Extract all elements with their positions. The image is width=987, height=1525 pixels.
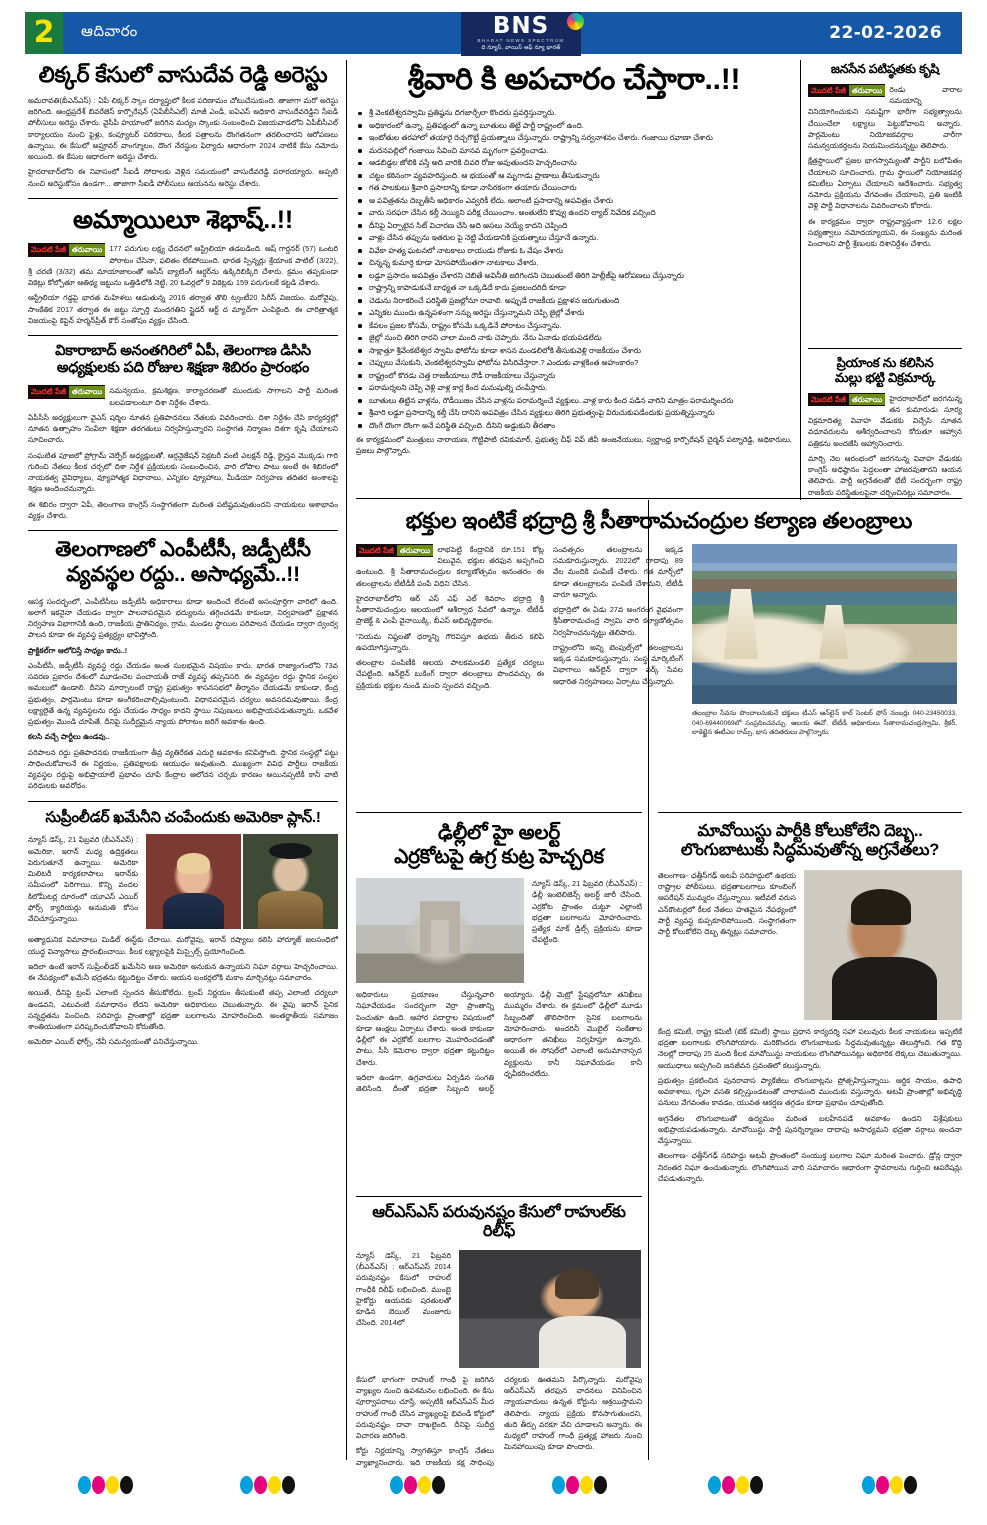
story-bhadradri-col1 [356,544,544,695]
paragraph: కేసులో భాగంగా రాహుల్ గాంధీ పై జరిగిన వ్యాఖ్యల నుంచి ఉపశమనం లభించింది. ఈ కేసు పూర్వాపరాలు చూస్తే, అప్పటికి ఆర్ఎస్ఎస్ మీద రాహుల్ గాంధీ చేసిన వ్యాఖ్యలపై భివండీ కోర్టులో పరువునష్టం దావా దాఖలైంది. దీనిపై సుదీర్ఘ విచారణ జరిగింది. [356,1374,494,1440]
reg-dot-black [282,1476,295,1494]
story-delhi-body [356,989,642,1094]
list-item: ఆడబిడ్డల జోలికి వస్తే అది వారికి చివరి రోజు అవుతుందని హెచ్చరించాను [356,158,792,168]
list-item: చిన్నన్న కుమార్తె కూడా మోసపోయేంతగా నాటకాలు వేశారు. [356,258,792,268]
story-janasena [808,62,962,253]
logo-subtitle: BHARAT NEWS SPECTRUM [477,38,565,44]
reg-dot-magenta [92,1476,105,1494]
story-vikarabad-headline-line1: వికారాబాద్ అనంతగిరిలో ఏపీ, తెలంగాణ డిసిసి [55,343,311,360]
story-girls-body [28,243,338,326]
continuation-badge-part1: మొదటి పేజీ [31,387,66,397]
registration-mark-group [240,1476,295,1494]
section-rule-maoist [658,812,962,813]
reg-dot-yellow [580,1476,593,1494]
paragraph: ప్రభుత్వం ప్రకటించిన పునరావాస ప్యాకేజీలు లొంగుబాట్లను ప్రోత్సహిస్తున్నాయి. ఆర్థిక సాయం, ఉపాధి అవకాశాలు, గృహ వసతి కల్పిస్తుండటంతో చాలామంది ముందుకు వస్తున్నారు. అటవీ ప్రాంతాల్లో అభివృద్ధి పనులు వేగవంతం కావడం, యువత ఆకర్షణ తగ్గడం కూడా ప్రభావం చూపుతోంది. [658,1075,962,1108]
list-item: బూతులు తిట్టిన వాళ్లను, రౌడీయిజం చేసిన వాళ్లను పరామర్శించే వ్యక్తులు..వాళ్ల కారు కింద పడిన వారిని మాత్రం పరామర్శించరు [356,396,792,406]
story-khamenei-lead: న్యూస్ డెస్క్, 21 ఫిబ్రవరి (బీఎన్ఎస్) : అమెరికా, ఇరాన్ మధ్య ఉద్రిక్తతలు పెరుగుతూనే ఉన్నాయి. అమెరికా మిలిటరీ కార్యకలాపాలు ఇరాన్‌కు సమీపంలో పెరిగాయి. కొన్ని వందల కిలోమీటర్ల దూరంలో యూఎస్ ఎయిర్ ఫోర్స్ క్యారియర్లు అనుమతి కోసం వేచిచూస్తున్నాయి. [28,835,138,924]
paragraph: సమన్వయం, క్రమశిక్షణ, కార్యాచరణతో ముందుకు సాగాలని పార్టీ మరింత బలపడాలంటూ దిశా నిర్దేశం చేశారు. [109,386,338,407]
reg-dot-cyan [390,1476,403,1494]
continuation-badge [808,84,885,98]
story-rahul-headline: ఆర్ఎస్ఎస్ పరువునష్టం కేసులో రాహుల్‌కు రిలీఫ్ [372,1204,626,1240]
story-khamenei-headline: సుప్రీంలీడర్ ఖమేనీని చంపేందుకు అమెరికా ప్లాన్.! [45,808,321,826]
list-item: జైల్లో నుంచి తిరిగి రారని చాలా మంది నాకు చెప్పారు. నేను ఏనాడు భయపడలేదు [356,333,792,343]
story-maoist-headline-line1: మావోయిస్టు పార్టీకి కోలుకోలేని దెబ్బ.. [697,822,923,840]
registration-mark-group [708,1476,763,1494]
column-rule-left [346,60,347,1460]
continuation-badge-part2: తరువాయి [397,545,433,557]
list-item: దొంగే దొంగా దొంగా అనే పరిస్థితి వచ్చింది. దీనిని అడ్డుకుని తీరతాం [356,421,792,431]
story-vikarabad-headline-line2: అధ్యక్షులకు పది రోజుల శిక్షణా శిబిరం ప్రారంభం [56,360,310,377]
paragraph: అత్యాధునిక విమానాలు మిడిల్ ఈస్ట్‌కు చేరాయి. మరోవైపు, ఇరాన్ రష్యాలు కలిసి హార్మూజ్ జలసంధిలో యుద్ధ విన్యాసాలు ప్రారంభించాయి. కీలక లక్ష్యాలపైకి మిస్సైల్స్ ప్రయోగించింది. [28,935,338,956]
reg-dot-cyan [552,1476,565,1494]
continuation-badge-part2: తరువాయి [849,394,885,406]
continuation-badge [808,393,885,407]
paragraph: భద్రాద్రిలో ఈ ఏడు 27వ అంగరంగ వైభవంగా శ్రీసీతారామచంద్ర స్వామి వారి కల్యాణోత్సవం నిర్వహించనున్నట్టు తెలిపారు. [553,605,683,637]
story-mptc [28,530,338,792]
maoist-leader-photo [804,870,962,1020]
paragraph: కేంద్ర కమిటీ, రాష్ట్ర కమిటీ (టెక్ కమిటీ) స్థాయి ప్రధాన కార్యదర్శి సహా పలువురు కీలక నాయకులు ఇప్పటికే భద్రతా బలగాలకు లొంగిపోయారు. మరికొందరు లొంగుబాటుకు సిద్ధమవుతున్నట్లు తెలుస్తోంది. గత కొద్ది నెలల్లో దాదాపు 25 మంది కీలక మావోయిస్టు నాయకులు లొంగిపోయినట్లు అధికారిక లెక్కలు చెబుతున్నాయి. ఆయుధాలు అప్పగించి జనజీవన స్రవంతిలో కలుస్తున్నారు. [658,1026,962,1070]
story-mptc-body [28,596,338,792]
paragraph: ఇదిలా ఉంటే ఇరాన్ సుప్రీంలీడర్ ఖమేనీని అణ అమెరికా అనుకున ఉన్నాయని నిఘా వర్గాలు హెచ్చరించాయి. ఈ నేపథ్యంలో ఖమేనీ భద్రతను కట్టుదిట్టం చేశారు. ఆయన బంకర్లలోకి మకాం మార్చినట్లు సమాచారం. [28,961,338,983]
paragraph: 177 పరుగుల లక్ష్య ఛేదనలో ఆస్ట్రేలియా తడబడింది. ఆష్ గార్డనర్ (57) ఒంటరి పోరాటం చేసినా, ఫలితం లేకపోయింది. భారత స్పిన్నర్లు శ్రేయాంక పాటిల్ (3/22), శ్రీ చరణి (3/32) తమ మాయాజాలంతో ఆసీస్ బ్యాటింగ్ ఆర్డర్‌ను ఉక్కిరిబిక్కిరి చేశారు. క్రమం తప్పకుండా వికెట్లు కోల్పోతూ ఆతిథ్య జట్టును ఒత్తిడిలోకి నెట్టి, 20 ఓవర్లలో 9 వికెట్లకు 159 పరుగులకే కట్టడి చేశారు. [28,244,338,288]
reg-dot-cyan [78,1476,91,1494]
story-vikarabad [28,335,338,521]
list-item: రాష్ట్రంలో కొరడు చెత్త రాజకీయాలు రౌడీ రాజకీయాలు చేస్తున్నారు [356,371,792,381]
list-item: దీనిపై ఏర్పాటైన సిట్ విచారణ చేసి అది అసలు నెయ్యే కాదని చెప్పింది [356,221,792,231]
story-janasena-headline: జనసేన పటిష్ఠతకు కృషి [830,62,940,76]
list-item: అధికారంలో ఉన్నా, ప్రతిపక్షంలో ఉన్నా బూతులు తిట్టే పార్టీ రాష్ట్రంలో ఉంది. [356,121,792,131]
registration-mark-group [78,1476,133,1494]
bns-logo [461,12,581,56]
story-maoist-lead: తెలంగాణ- ఛత్తీస్‌గఢ్ అటవీ సరిహద్దులో ఉభయ రాష్ట్రాల పోలీసులు, భద్రతాబలగాలు కూంబింగ్ ఆపరేషన్ ముమ్మరం చేస్తున్నాయి. ఇటీవలే వరుస ఎన్‌కౌంటర్లలో కీలక నేతలు హతమైన నేపథ్యంలో పార్టీ వ్యవస్థ కుప్పకూలిపోయింది. సంస్థాగతంగా పార్టీ కోలుకోలేని దెబ్బ తిన్నట్లు సమాచారం. [658,870,796,937]
story-liquor [28,62,338,189]
reg-dot-black [904,1476,917,1494]
logo-swirl-icon [567,13,584,30]
paragraph: ఏపీసీసీ అధ్యక్షులుగా వైఎస్ షర్మిల నూతన ప్రతిపాదనలు నేతలకు వివరించారు. దిశా నిర్దేశం చేసి కార్యకర్తల్లో నూతన ఉత్సాహం నింపేలా శిక్షణా తరగతులు నిర్వహిస్తున్నారని సంస్థాగత నిర్మాణం దిశగా కృషి చేయాలని సూచించారు. [28,412,338,445]
story-srivari-headline: శ్రీవారి కి అపచారం చేస్తారా..!! [407,63,741,96]
rahul-gandhi-photo [459,1250,641,1368]
publication-date: 22-02-2026 [829,23,942,43]
story-delhi-headline-line2: ఎర్రకోటపై ఉగ్ర కుట్ర హెచ్చరిక [394,845,604,868]
reg-dot-black [432,1476,445,1494]
story-maoist-top [658,870,962,1020]
story-girls [28,198,338,326]
reg-dot-black [750,1476,763,1494]
reg-dot-magenta [254,1476,267,1494]
paragraph: రెండు వారాల సమయాన్ని వినియోగించుకుని సమష్టిగా భారీగా సభ్యత్వాలను చేయించేలా లక్ష్యాలు పెట్టుకోవాలని అన్నారు. పార్లమెంటు నియోజకవర్గాల వారీగా సమన్వయకర్తలను నియమించనున్నట్టు తెలిపారు. [808,84,962,150]
paragraph: ఆసక్త సందర్భంలో, ఎంపీటీసీలు జడ్పీటీసీ అధికారాలు కూడా అందించే లేదంటే అసంపూర్తిగా వారిలో ఉంది. అలాగే ఇకనైనా చేయడం ద్వారా పాలనాపరమైన భద్యులను తగ్గించడమే కాకుండా, నిర్వహణలో ప్రక్షాళన నిర్వహణ విభాగానికీ ఉంది, రాజకీయ ప్రాతినిధ్యం, గ్రామ, మండల స్థాయిల పరిపాలన చేయడం ద్వారా ద్వంద్వ పాలన కూడా ఈ వ్యవస్థ ప్రత్యర్థ్యం భావిస్తోంది. [28,596,338,640]
list-item: ఆ పవిత్రతను దెబ్బతీసే అధికారం ఎవ్వరికీ లేదు. అలాంటి ప్రసాదాన్ని అపవిత్రం చేశారు [356,196,792,206]
story-girls-headline: అమ్మాయిలూ శెభాష్..!! [72,205,294,234]
reg-dot-magenta [876,1476,889,1494]
left-column [28,62,338,1052]
reg-dot-yellow [106,1476,119,1494]
day-name: ఆదివారం [81,22,138,40]
page-number: 2 [33,15,55,50]
story-liquor-headline: లిక్కర్ కేసులో వాసుదేవ రెడ్డి అరెస్టు [38,62,328,87]
story-delhi-headline-line1: ఢిల్లీలో హై అలర్ట్ [437,822,561,844]
continuation-badge-part2: తరువాయి [849,85,885,97]
story-priyanka-headline-line2: మల్లు భట్టి విక్రమార్క [834,370,936,386]
paragraph: ఆస్ట్రేలియా గడ్డపై భారత మహిళలు ఆడుతున్న 2016 తర్వాత తొలి ట్వంటీ20 సిరీస్ విజయం. మరోవైపు, సాంకేతిక 2017 తర్వాత ఈ జట్టు స్ఫూర్తి మందగతిని స్టైడర్ ఆర్ట్ ద మ్యాచ్‌గా ఎంపికైంది. ఈ చారిత్రాత్మక విజయంపై కెప్టెన్ హర్మన్‌ప్రీత్ కౌర్ సంతోషం వ్యక్తం చేసింది. [28,293,338,325]
list-item: చెడును నిరాకరించే పరిస్థితి ప్రజల్లోనూ రావాలి. అప్పుడే రాజకీయ ప్రక్షాళన జరుగుతుంది [356,296,792,306]
list-item: సాక్షాత్తూ శ్రీవేంకటేశ్వర స్వామి ఫోటోను కూడా శాసన మండలిలోకి తీసుకువెళ్లి రాజకీయం చేశారు [356,346,792,356]
list-item: శ్రీ వెంకటేశ్వరస్వామి ప్రతిష్ఠను దిగజార్చేలా కొందరు ప్రవర్తిస్తున్నారు. [356,108,792,118]
story-srivari-bullet-list [356,108,792,431]
subhead: కలసి వచ్చే పార్టీలు ఉండవు.. [28,732,110,742]
paragraph: పరిపాలన రద్దు ప్రతిపాదనకు రాజకీయంగా తీవ్ర వ్యతిరేకత ఎదురై అవకాశం కనిపిస్తోంది. స్థానిక సంస్థల్లో పట్టు సాధించుకోవాలనే ఈ నిర్ణయం, ప్రతిపక్షాలకు ఆయుధం అవుతుంది. ముఖ్యంగా వివిధ పార్టీలు రాజకీయ వ్యవస్థల రద్దుపై అభిప్రాయాలే ప్రభావం చూపే కేంద్రాల ఆలోచన చర్చకు కారణం అయినప్పటికీ కానీ వాటి పరిధులకు అవరోధం. [28,747,338,791]
story-rahul-top [356,1250,642,1368]
list-item: మదనపల్లిలో గంజాయి సేవించి మానవ మృగంగా ప్రవర్తించాడు. [356,146,792,156]
reg-dot-yellow [418,1476,431,1494]
reg-dot-black [594,1476,607,1494]
paragraph: హైదరాబాద్‌లోని ఆర్ ఎస్ ఎఫ్ ఎల్ శివరాం భద్రాద్రి శ్రీ సీతారామచంద్రుల ఆలయంలో ఆశీర్వాద సేవలో ఉన్నాం. టీటీడీ ప్రాజెక్ట్ & ఎంపీ వైనాయిక్కి, బీఎస్ అభివృద్ధికారం. [356,593,544,626]
paragraph: ఈ శిబిరం ద్వారా ఏపీ, తెలంగాణ కాంగ్రెస్ సంస్థాగతంగా మరింత పటిష్టమవుతుందని నాయకులు ఆశాభావం వ్యక్తం చేశారు. [28,499,338,520]
paragraph: అధికారులు ప్రయాణం చేస్తున్నవారి నిఘావేయడం సందర్భంగా వెర్రా ప్రాంతాన్ని పెంచుతూ ఉంది. ఆహార పదార్థాల విషయంలో కూడా ఆంక్షలు ఏర్పాటు చేశారు. అంత కాకుండా ఢిల్లీలో ఈ ఎర్రకోట్ బలగాల మొహరించడంతో పాటు, సీసీ కెమెరాల ద్వారా భద్రతా కట్టుదిట్టం చేశారు. [356,990,494,1067]
paragraph: సంవత్సరం తలంబ్రాలను ఇక్కడ సమకూరుస్తున్నారు. 2022లో దాదాపు 89 వేల మందికి పంపిణీ చేశారు. గత మార్చ్‌లో కూడా తలంబ్రాలను పంపిణీ చేశామని, టీటీడీ వారూ అన్నారు. [553,544,683,599]
section-rule-delhi [356,812,642,813]
paragraph: తలంబ్రాల పంపిణీకి ఆలయ పాలకమండలి ప్రత్యేక చర్యలు చేపట్టింది. ఆన్‌లైన్ బుకింగ్ ద్వారా తలంబ్రాలు పొందవచ్చు. ఈ ప్రక్రియకు భక్తుల నుండి మంచి స్పందన వచ్చింది. [356,658,544,690]
story-janasena-body [808,84,962,250]
paragraph: హైదరాబాద్‌లో జరగనున్న తన కుమారుడు సూర్య విక్రమాదిత్య వివాహ వేడుకకు విచ్చేసి నూతన వధూవరులను ఆశీర్వదించాలని కోరుతూ ఆహ్వాన పత్రికను అందజేసి ఆహ్వానించారు. [808,393,962,448]
paragraph: క్షేత్రస్థాయిలో ప్రజల భాగస్వామ్యంతో పార్టీని బలోపేతం చేయాలని సూచించారు. గ్రామ స్థాయిలో నియోజకవర్గ కమిటీలు ఏర్పాటు చేయాలని ఆదేశించారు. సభ్యత్వ నమోదు ప్రక్రియను వేగవంతం చేయాలని, ప్రతి ఇంటికి వెళ్లి పార్టీ విధానాలను వివరించాలని కోరారు. [808,156,962,211]
ali-khamenei-photo [243,834,338,929]
list-item: పరామర్శలని చెప్పి వెళ్లి వాళ్ల కార్ల కింద మనుషుల్ని చంపేస్తారు. [356,383,792,393]
story-maoist-body [658,1026,962,1184]
list-item: గత పాలకులు శ్రీవారి ప్రసాదాన్ని కూడా నాసిరకంగా తయారు చేయించారు [356,183,792,193]
list-item: చెప్పులు వేసుకుని, వెంకటేశ్వరస్వామి ఫోటోను విసిరివేస్తారా.? ఎందుకు వాళ్లకింత అహంకారం? [356,358,792,368]
story-bhadradri-headline: భక్తుల ఇంటికే భద్రాద్రి శ్రీ సీతారామచంద్రుల కల్యాణ తలంబ్రాలు [405,508,913,533]
story-khamenei-top [28,834,338,929]
logo-tagline: ది న్యూస్, వాయిస్ ఆఫ్ న్యూ భారత్ [481,45,561,52]
story-bhadradri-photo-block [692,544,957,738]
story-khamenei-body [28,934,338,1047]
paragraph: మార్చి నెల ఆరంభంలో జరగనున్న వివాహ వేడుకకు కాంగ్రెస్ అధిష్ఠానం పెద్దలంతా హాజరవుతారని ఆయన తెలిపారు. పార్టీ అగ్రనేతలతో భేటీ సందర్భంగా రాష్ట్ర రాజకీయ పరిస్థితులపైనా చర్చించినట్లు సమాచారం. [808,453,962,497]
story-maoist-headline-line2: లొంగుబాటుకు సిద్ధమవుతోన్న అగ్రనేతలు? [680,841,940,860]
paragraph: అగ్రనేతల లొంగుబాటుతో ఉద్యమం మరింత బలహీనపడే అవకాశం ఉందని విశ్లేషకులు అభిప్రాయపడుతున్నారు. మావోయిస్టు పార్టీ పునర్నిర్మాణం దాదాపు అసాధ్యమని భద్రతా వర్గాలు అంచనా వేస్తున్నాయి. [658,1113,962,1146]
bhadrachalam-temple-photo [692,544,957,704]
page-number-box [25,12,63,54]
paragraph: తెలంగాణ- ఛత్తీస్‌గఢ్ సరిహద్దు అటవీ ప్రాంతంలో సంయుక్త బలగాల నిఘా మరింత పెంచారు. డ్రోన్ల ద్వారా నిరంతర నిఘా ఉంచుతున్నారు. లొంగిపోయిన వారి సమాచారం ఆధారంగా స్థావరాలను గుర్తించి ఆపరేషన్లు చేపడుతున్నారు. [658,1151,962,1183]
paragraph: కోర్టు నిర్ణయాన్ని స్వాగతిస్తూ కాంగ్రెస్ నేతలు వ్యాఖ్యానించారు. ఇది రాజకీయ కక్ష సాధింపు చర్యలకు ఊతమని పేర్కొన్నారు. మరోవైపు ఆర్ఎస్ఎస్ తరఫున వాదనలు వినిపించిన న్యాయవాదులు ఉన్నత కోర్టును ఆశ్రయిస్తామని తెలిపారు. న్యాయ ప్రక్రియ కొనసాగుతుందని, తుది తీర్పు వరకూ వేచి చూడాలని అన్నారు. ఈ మధ్యలో రాహుల్ గాంధీ ప్రత్యక్ష హాజరు నుంచి మినహాయింపు కూడా పొందారు. [356,1374,642,1467]
logo-text: BNS [492,12,550,39]
continuation-badge [28,385,105,399]
reg-dot-cyan [862,1476,875,1494]
reg-dot-yellow [736,1476,749,1494]
masthead-bar [25,12,962,54]
reg-dot-cyan [708,1476,721,1494]
story-priyanka-headline-line1: ప్రియాంక ను కలిసిన [836,355,934,370]
story-bhadradri-col2 [553,544,683,691]
section-rule-rahul [356,1196,642,1197]
continuation-badge [356,544,433,558]
list-item: ఎన్నికల ముందు ఉన్నపళంగా సన్ను అరెస్టు చేస్తున్నామని చెప్పి జైల్లో వేశారు [356,308,792,318]
story-liquor-body [28,95,338,189]
story-mptc-headline-line2: వ్యవస్థల రద్దు.. అసాధ్యమే..!! [66,562,300,586]
continuation-badge-part1: మొదటి పేజీ [31,245,66,255]
list-item: ఇంటోతుల తరహాలో తయారై రెచ్చగొట్టే ప్రయత్నాలు చేస్తున్నారు. రాష్ట్రాన్ని సర్వనాశనం చేశారు. గంజాయి రవాణా చేశారు [356,133,792,143]
paragraph: రాష్ట్రంలోని అన్ని టెంపుల్స్‌లో తలంబ్రాలను ఇక్కడ సమకూరుస్తున్నారు. సంస్థ మార్కెటింగ్ విభాగాలు ఆన్‌లైన్ ద్వారా వర్క్ సేవల ఆధారిత నిర్వహణలు ఏర్పాటు చేస్తున్నారు. [553,642,683,686]
story-mptc-headline-line1: తెలంగాణలో ఎంపీటీసీ, జడ్పీటీసీ [55,538,311,562]
story-bhadradri-layout [356,544,962,738]
section-rule-bhadradri [356,498,962,499]
story-delhi [356,822,642,1094]
paragraph: అమెరికా ఎయిర్ ఫోర్స్, నేవీ సమన్వయంతో పనిచేస్తున్నాయి. [28,1037,199,1047]
registration-mark-group [390,1476,445,1494]
story-srivari [356,62,792,457]
column-rule-far-right [800,60,801,500]
paragraph: ఎంపీటీసీ, జడ్పీటీసీ వ్యవస్థ రద్దు చేయడం అంత సులభమైన విషయం కాదు. భారత రాజ్యాంగంలోని 73వ సవరణ ప్రకారం దేశంలో మూడంచెల పంచాయతీ రాజ్ వ్యవస్థ తప్పనిసరి. ఈ వ్యవస్థల రద్దు స్థానిక సంస్థల అమలులో ఉండాలి. దీనిని మార్చాలంటే రాష్ట్ర ప్రభుత్వం శాసనసభలో తీర్మానం చేయడమే కాకుండా, కేంద్ర ప్రభుత్వం, పార్లమెంటు కూడా అంగీకరించాల్సివుంటుంది. విధానపరమైన చర్యలు అవసరమవుతాయి. కేంద్ర లక్ష్యాలైతే ఉన్న వ్యవస్థలను రద్దు చేయడం సాధ్యం కాదని స్థాయి నిపుణులు అభిప్రాయపడుతున్నారు. ఒకవేళ ప్రభుత్వం మొండి చూపితే, దీనిపై సుదీర్ఘమైన న్యాయ పోరాటం జరిగే అవకాశం ఉంది. [28,660,338,727]
paragraph: అమరావతి(బీఎన్ఎస్) : ఏపీ లిక్కర్ స్కాం దర్యాప్తులో కీలక పరిణామం చోటుచేసుకుంది. తాజాగా మరో అరెస్టు జరిగింది. ఆంధ్రప్రదేశ్ బివరేజెస్ కార్పొరేషన్ (ఏపీబీసీఎల్) మాజీ ఎండీ, ఐఏఎస్ అధికారి వాసుదేవరెడ్డిని సీఐడీ పోలీసులు అరెస్టు చేశారు. వైసీపీ హయాంలో జరిగిన మద్యం స్కాంకు సంబంధించి విజయవాడలోని ఏపీబీసీఎల్ కార్యాలయం నుంచి ఫైళ్లు, కంప్యూటర్ పరికరాలు, కీలక పత్రాలను దొంగతనంగా తరలించారని ఆరోపణలు ఉన్నాయి. ఈ కేసులో అప్రూవర్ వాంగ్మూలం, దొంగ నేరస్థుల ఫిర్యాదు ఆధారంగా 2024 నాటికే కేసు నమోదు అయింది. ఈ కేసుల ఆధారంగా అరెస్టు చేశారు. [28,95,338,162]
india-gate-photo [356,878,524,983]
paragraph: హైదరాబాద్‌లోని ఈ నివాసంలో సీఐడీ సోదాలకు వెళ్లిన సమయంలో వాసుదేవరెడ్డి పరారయ్యారు. అప్పటి నుంచి అరెస్టుకోసం ఉండగా... తాజాగా సీఐడీ పోలీసులు ఆయనను అరెస్టు చేశారు. [28,167,338,188]
list-item: వాళ్లు చేసిన తప్పును ఇతరుల పై నెట్టి వేయడానికి ప్రయత్నాలు చేస్తూనే ఉన్నారు. [356,233,792,243]
donald-trump-photo [146,834,241,929]
paragraph: అయితే, దీనిపై ట్రంప్ ఎలాంటి స్పందన తీసుకోలేదు. ట్రంప్ నిర్ణయం తీసుకుంటే తప్ప ఎలాంటి చర్యలూ ఉండవని, ఎటువంటి సమాధానం లేదని అమెరికా అధికారులు చెబుతున్నారు. ఈ వైపు ఇరాన్ సైనిక సన్నద్ధతను పెంచింది. సరిహద్దు ప్రాంతాల్లో భద్రతా బలగాలను మోహరించింది. అంతర్జాతీయ సమాజం శాంతియుతంగా పరిష్కరించుకోవాలని కోరుతోంది. [28,988,338,1032]
reg-dot-black [120,1476,133,1494]
story-rahul-body [356,1374,642,1468]
list-item: వివేకా హత్య ఘటనలో నాటకాలు రాయుడు రోజుకు ఓ వేషం వేశారు [356,246,792,256]
khamenei-photo-pair [146,834,338,929]
reg-dot-magenta [566,1476,579,1494]
continuation-badge-part1: మొదటి పేజీ [359,545,394,555]
reg-dot-magenta [722,1476,735,1494]
registration-mark-group [552,1476,607,1494]
paragraph: సంఘటిత పూజలో ప్రోగ్రామ్ వెల్ఫేర్ అధ్యక్షులతో, ఆర్గనైజేషన్ సెక్రటరీ వంటి ఎలక్షన్ రెడ్డి, క్రైస్తవ మెుక్కడు గారి గురించి నేతలు కీలక చర్చలో దిశా నిర్దేశ ప్రక్రియలకు సంబంధించిన, వారి లోపాల పాటు అంటే ఈ శిబిరంలో నాయకత్వ వైవిధ్యాలు, వ్యూహాత్మక విధానాలు, ఎన్నికల వ్యూహాలు, మీడియా నిర్వహణ తదితర అంశాలపై శిక్షణ అందించనున్నారు. [28,450,338,494]
list-item: వారు సరఫరా చేసిన కల్తీ నెయ్యిని పరీక్ష చేయించాం. అంతులేని కొవ్వు ఉందని ల్యాబ్ నివేదిక వచ్చింది [356,208,792,218]
story-rahul [356,1204,642,1468]
story-vikarabad-body [28,385,338,521]
list-item: శ్రీవారి లడ్డూ ప్రసాదాన్ని కల్తీ చేసి దానిని అపవిత్రం చేసిన వ్యక్తులు తిరిగి ప్రభుత్వంపై విరుచుకుపడేందుకు ప్రయత్నిస్తున్నారు [356,408,792,418]
list-item: లడ్డూ ప్రసాదం అపవిత్రం చేశారని చెబితే అవినీతి జరిగిందని చెబుతుంటే తిరిగి హెల్లీజ్‌పై ఆరోపణలు చేస్తున్నారు [356,271,792,281]
continuation-badge [28,243,105,257]
story-delhi-top [356,878,642,983]
story-bhadradri-caption: తలంబ్రాల సేవను పొందాలనుకునే భక్తులు టీఎస్ ఆన్‌లైన్ కాల్ సెంటర్ ఫోన్ నంబర్లు 040-23450033, 040-69440069లో సంప్రదించవచ్చు. ఆలయ ఈవో, టీటీడీ అధికారులు సీతారామచంద్రస్వామి, శ్రీకర్, లాకెట్టైన ఈటీఎల రామ్స్, భాస తదితరులు పాల్గొన్నారు. [692,709,957,737]
paragraph: "నియమ నిష్ఠలతో ధర్మాన్ని గౌరవిస్తూ ఉభయ తీరున కలిపి ఉపయోగిస్తున్నారు. [356,631,544,652]
list-item: చట్టం కఠినంగా వ్యవహరిస్తుంది. ఆ భయంతో ఆ మృగాడు ప్రాణాలు తీసుకున్నారు [356,171,792,181]
registration-marks-bar [0,1470,987,1504]
list-item: రాష్ట్రాన్ని కాపాడుకునే బాధ్యత నా ఒక్కడిదే కాదు ప్రజలందరిదీ కూడా [356,283,792,293]
continuation-badge-part1: మొదటి పేజీ [811,85,846,95]
paragraph: లాభపెట్టి కేంద్రానికి రూ.151 కోట్ల విలువైన, భక్తుల తరఫున అప్పగించి ఉంటుంది. శ్రీ సీతారామచంద్రుల కల్యాణోత్సవం అనంతరం ఈ తలంబ్రాలను టీటీడీకీ పంపే విధిని చేసిన. [356,544,544,588]
reg-dot-yellow [890,1476,903,1494]
story-srivari-tail: ఈ కార్యక్రమంలో మంత్రులు నారాయణ, గొట్టిపాటి రవికుమార్, ప్రభుత్వ చీఫ్ విప్ జీవీ అంజనేయులు, స్వర్ణాంధ్ర కార్పొరేషన్ చైర్మన్ పట్నారెడ్డి, అధికారులు, ప్రజలు పాల్గొన్నారు. [356,435,792,455]
paragraph: ఇదిలా ఉండగా, ఉగ్రవాదులు ఏర్పడిన సంగతి తెలిసింది. దీంతో భద్రతా సిబ్బంది అలర్ట్ అయ్యారు. ఢిల్లీ మెట్రో స్టేషన్లలోనూ తనిఖీలు ముమ్మరం చేశారు. ఈ క్రమంలో ఢిల్లీలో మూడు సిబ్బందితో తొలిసారిగా సైనిక బలగాలను మోహరించారు. అందరినీ మొబైల్ సంకేతాల ఆధారంగా తనిఖీలు నిర్వహిస్తూ ఉన్నారు. అయితే ఈ సోషల్‌లో ఎలాంటి అనుమానాస్పద వ్యక్తులను కానీ నిఘావేయడం కానీ ధృవీకరించలేదు. [356,990,642,1094]
story-priyanka [808,348,962,502]
continuation-badge-part2: తరువాయి [69,244,105,256]
reg-dot-yellow [268,1476,281,1494]
story-rahul-lead: న్యూస్ డెస్క్, 21 ఫిబ్రవరి (బీఎన్ఎస్) : ఆర్ఎస్ఎస్ 2014 పరువునష్టం కేసులో రాహుల్ గాంధీకి రిలీఫ్ లభించింది. ముంబై హైకోర్టు ఆయనకు షరతులతో కూడిన బెయిల్ మంజూరు చేసింది. 2014లో [356,1250,451,1328]
story-priyanka-body [808,393,962,498]
story-bhadradri [356,508,962,738]
reg-dot-magenta [404,1476,417,1494]
subhead: ప్రాక్టికల్‌గా ఆలోచిస్తే సాధ్యం కాదు..! [28,645,128,655]
story-maoist [658,822,962,1188]
story-delhi-lead: న్యూస్ డెస్క్, 21 ఫిబ్రవరి (బీఎన్ఎస్) : ఢిల్లీ ఇంటెలిజెన్స్ అలర్ట్ జారీ చేసింది. ఎర్రకోట ప్రాంతం చుట్టూ ఎల్లాంటి భద్రతా బలగాలను మోహరించారు. ప్రత్యేక మాక్ డ్రిల్స్ ప్రక్రియను కూడా చేపట్టింది. [532,879,642,945]
list-item: కేవలం ప్రజల కోసమే, రాష్ట్రం కోసమే ఒక్కడినే పోరాటం చేస్తున్నాను. [356,321,792,331]
paragraph: ఈ కార్యక్రమం ద్వారా రాష్ట్రవ్యాప్తంగా 12.6 లక్షల సభ్యత్వాలు నమోదయ్యాయని, ఈ సంఖ్యను మరింత పెంచాలని పార్టీ శ్రేణులకు దిశానిర్దేశం చేశారు. [808,216,962,248]
reg-dot-cyan [240,1476,253,1494]
registration-mark-group [862,1476,917,1494]
continuation-badge-part1: మొదటి పేజీ [811,394,846,404]
continuation-badge-part2: తరువాయి [69,386,105,398]
story-khamenei [28,801,338,1048]
